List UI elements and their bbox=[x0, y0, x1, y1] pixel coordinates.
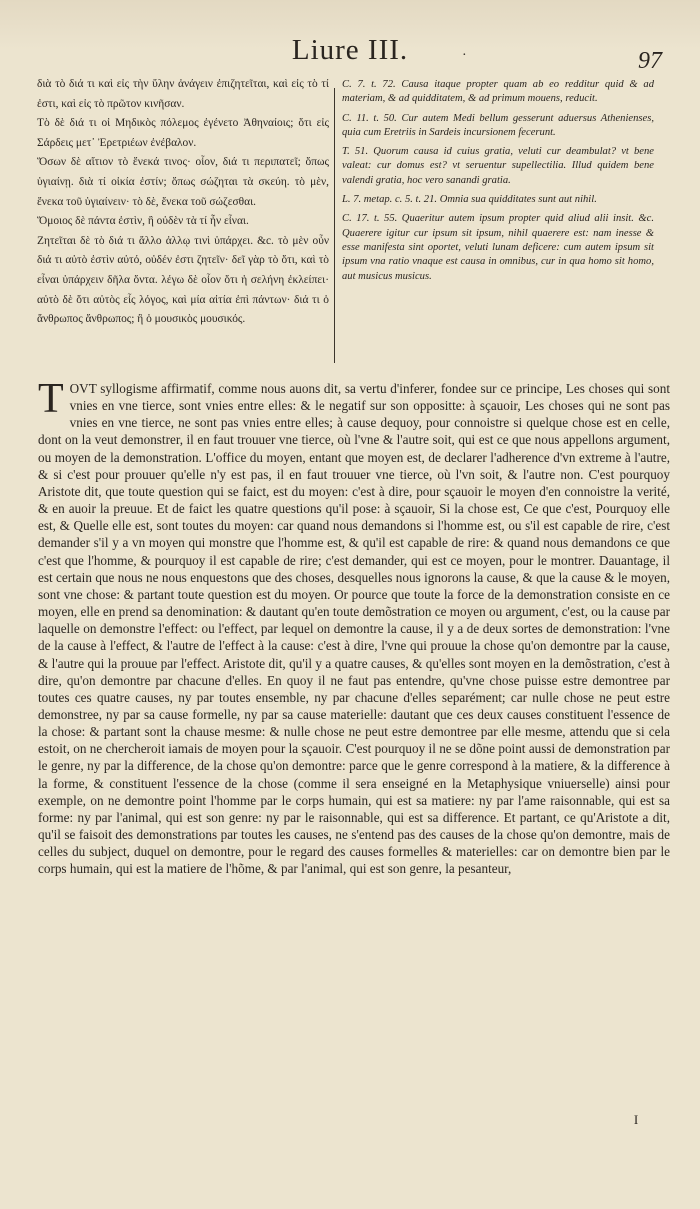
latin-note: C. 17. t. 55. Quaeritur autem ipsum propter quid aliud alii insit. &c. Quaerere igitur cur ipsum sit ipsum, nihil quaerere est: nam inesse & esse manifesta sint oportet, veluti lunam deficere: cum autem ipsum sit ipsum vna ratio vnaque est causa in omnibus, cur in qua homo sit homo, aut musicus musicus. bbox=[342, 213, 654, 282]
drop-cap: T bbox=[38, 376, 64, 422]
latin-note: C. 11. t. 50. Cur autem Medi bellum gesserunt aduersus Athenienses, quia cum Eretriis in Sardeis incursionem fecerunt. bbox=[342, 112, 654, 138]
running-title: Liure III. bbox=[291, 34, 409, 66]
main-paragraph bbox=[38, 376, 670, 878]
greek-passage: Ὅσων δὲ αἴτιον τὸ ἕνεκά τινος· οἷον, διά τι περιπατεῖ; ὅπως ὑγιαίνῃ. διὰ τί οἰκία ἐστίν; ὅπως σώζηται τὰ σκεύη. τὸ μὲν, ἕνεκα τοῦ ὑγιαίνειν· τὸ δὲ, ἕνεκα τοῦ σώζεσθαι. bbox=[37, 156, 329, 208]
greek-quotation-column bbox=[37, 75, 329, 330]
latin-note: L. 7. metap. c. 5. t. 21. Omnia sua quidditates sunt aut nihil. bbox=[342, 194, 597, 206]
greek-passage: Τὸ δὲ διά τι οἱ Μηδικὸς πόλεμος ἐγένετο Ἀθηναίοις; ὅτι εἰς Σάρδεις μετ᾽ Ἐρετριέων ἐνέβαλον. bbox=[37, 117, 329, 149]
greek-passage: Ὅμοιος δὲ πάντα ἐστὶν, ἢ οὐδὲν τὰ τί ἦν εἶναι. bbox=[37, 215, 249, 228]
main-paragraph-text: OVT syllogisme affirmatif, comme nous auons dit, sa vertu d'inferer, fondee sur ce principe, Les choses qui sont vnies en vne tierce, sont vnies entre elles: & le negatif sur son oppositte: à sçauoir, Les choses qui ne sont pas vnies en vne tierce, ne sont pas vnies entre elles; à cause dequoy, pour connoistre si quelque chose est en celle, dont on la veut demonstrer, il en faut trouuer vne tierce, où l'vne & l'autre soit, qui est ce que nous appellons argument, ou moyen de la demonstration. L'office du moyen, entant que moyen est, de declarer l'adherence d'vn extreme à l'autre, & si c'est pour prouuer qu'elle n'y est pas, il en faut trouuer vne tierce, où l'vn soit, & l'autre non. C'est pourquoy Aristote dit, que toute question qui se faict, est du moyen: c'est à dire, pour sçauoir le moyen d'en connoistre la verité, & en auoir la preuue. Et de faict les quatre questions qu'il pose: à sçauoir, Si la chose est, Ce que c'est, Pourquoy elle est, & Quelle elle est, sont toutes du moyen: car quand nous demandons si l'homme est, ou s'il est capable de rire, c'est demander s'il y a vn moyen qui monstre que l'homme est, & qu'il est capable de rire: & quand nous demandons ce que c'est que l'homme, & pourquoy il est capable de rire; c'est demander, qui est ce moyen, pour le montrer. Dauantage, il est certain que nous ne nous enquestons que des choses, desquelles nous ignorons la cause, & que la cause & le moyen, sont vne chose: & partant toute question est du moyen. Or pource que toute la force de la demonstration consiste en ce moyen, elle en prend sa denomination: & dautant qu'en toute demõstration ce moyen ou argument, c'est, ou la cause par laquelle on demonstre l'effect: ou l'effect, par lequel on demontre la cause, il y a de deux sortes de demonstration: l'vne de la cause à l'effect, & l'autre de l'effect à la cause: c'est à dire, l'vne qui prouue la chose qu'on demontre par la cause, & l'autre qui la prouue par l'effect. Aristote dit, qu'il y a quatre causes, & qu'elles sont moyen en la demõstration, c'est à dire, qu'on demontre par chacune d'elles. En quoy il ne faut pas entendre, qu'vne chose puisse estre demontree par toutes ces quatre causes, ny par toutes ensemble, ny par chacune d'elles separément; car nulle chose ne peut estre demonstree, ny par sa cause formelle, ny par sa cause materielle: dautant que ces deux causes constituent l'essence de la chose: & partant sont la chause mesme: & nulle chose ne peut estre demontree par elle mesme, attendu que si cela estoit, on ne chercheroit iamais de moyen pour la sçauoir. C'est pourquoy il ne se dõne point aussi de demonstration par le genre, ny par la difference, de la chose qu'on demontre: parce que le genre correspond à la matiere, & la difference à la forme, & constituent l'essence de la chose (comme il sera enseigné en la Metaphysique vniuerselle) ainsi pour exemple, on ne demontre point l'homme par le corps humain, qui est sa matiere: ny par l'ame raisonnable, qui est sa forme: ny par l'animal, qui est son genre: ny par le raisonnable, qui est sa difference. Et partant, ce qu'Aristote a dit, qu'il se faisoit des demonstrations par toutes les causes, ne s'entend pas des causes de la chose qu'on demontre, mais de celles du subject, duquel on demontre, pour le regard des causes formelles & materielles: car on demontre bien par le corps humain, qui est la matiere de l'hõme, & par l'animal, qui est son genre, la pesanteur, bbox=[38, 381, 670, 877]
greek-passage: Ζητεῖται δὲ τὸ διά τι ἄλλο ἀλλῳ τινὶ ὑπάρχει. &c. τὸ μὲν οὖν διά τι αὐτὸ ἐστὶν αὐτό, οὐδέν ἐστι ζητεῖν· δεῖ γὰρ τὸ ὅτι, καὶ τὸ εἶναι ὑπάρχειν δῆλα ὄντα. λέγω δὲ οἷον ὅτι ἡ σελήνη ἐκλείπει· αὐτὸ δὲ ὅτι αὐτὸς εἷς λόγος, καὶ μία αἰτία ἐπὶ πάντων· διά τι ὁ ἄνθρωπος ἄνθρωπος; ἢ ὁ μουσικὸς μουσικός. bbox=[37, 234, 329, 326]
greek-passage: διὰ τὸ διά τι καὶ εἰς τὴν ὕλην ἀνάγειν ἐπιζητεῖται, καὶ εἰς τὸ τί ἐστι, καὶ εἰς τὸ πρῶτον κινῆσαν. bbox=[37, 78, 329, 110]
latin-translation-column bbox=[342, 78, 654, 289]
catchword: I bbox=[633, 1112, 639, 1127]
page-number: 97 bbox=[638, 48, 662, 74]
column-divider bbox=[334, 88, 335, 363]
latin-note: T. 51. Quorum causa id cuius gratia, veluti cur deambulat? vt bene valeat: cur domus est? vt seruentur supellectilia. Illud quidem bene valendi gratia, hoc vero sanandi gratia. bbox=[342, 146, 654, 186]
header-ornament: · bbox=[462, 48, 467, 63]
main-commentary bbox=[38, 376, 670, 878]
latin-note: C. 7. t. 72. Causa itaque propter quam ab eo redditur quid & ad materiam, & ad quidditatem, & ad primum mouens, reducit. bbox=[342, 79, 654, 105]
